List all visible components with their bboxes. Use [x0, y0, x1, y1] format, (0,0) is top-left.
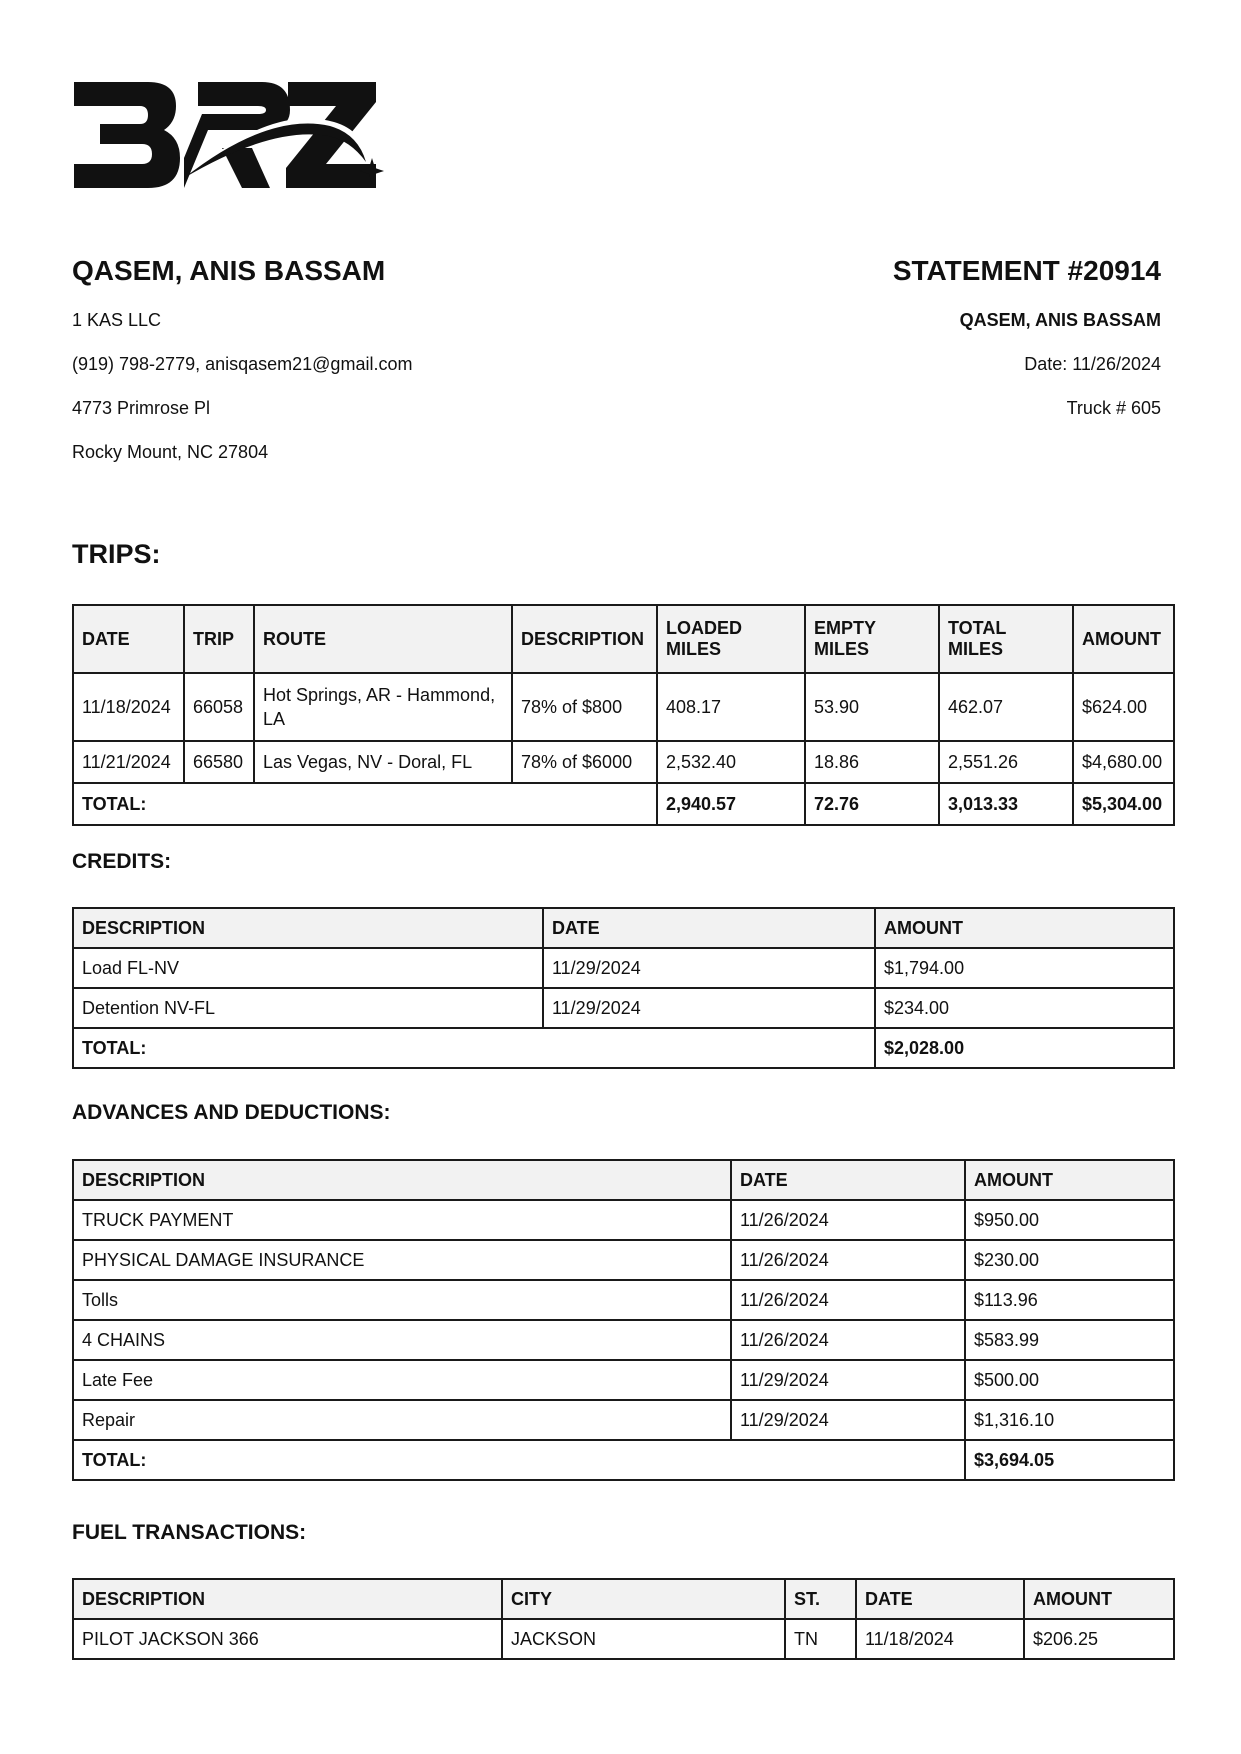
table-row [73, 1619, 1174, 1659]
deduction-description: TRUCK PAYMENT [73, 1200, 731, 1240]
trip-number: 66580 [184, 741, 254, 783]
credit-description: Detention NV-FL [73, 988, 543, 1028]
table-row [73, 1360, 1174, 1400]
col-amount: AMOUNT [1073, 605, 1174, 673]
trip-route: Hot Springs, AR - Hammond, LA [254, 673, 512, 741]
trips-total-label: TOTAL: [73, 783, 657, 825]
credit-date: 11/29/2024 [543, 948, 875, 988]
trip-date: 11/21/2024 [73, 741, 184, 783]
table-row [73, 1240, 1174, 1280]
deduction-description: Tolls [73, 1280, 731, 1320]
trip-loaded-miles: 408.17 [657, 673, 805, 741]
credits-header-row [73, 908, 1174, 948]
trips-total-row [73, 783, 1174, 825]
credit-date: 11/29/2024 [543, 988, 875, 1028]
fuel-description: PILOT JACKSON 366 [73, 1619, 502, 1659]
trip-amount: $624.00 [1073, 673, 1174, 741]
trip-number: 66058 [184, 673, 254, 741]
col-description: DESCRIPTION [73, 1579, 502, 1619]
trip-description: 78% of $800 [512, 673, 657, 741]
col-date: DATE [856, 1579, 1024, 1619]
driver-address-line2: Rocky Mount, NC 27804 [72, 442, 269, 462]
statement-title: STATEMENT #20914 [892, 255, 1161, 286]
fuel-state: TN [785, 1619, 856, 1659]
deductions-total-label: TOTAL: [73, 1440, 965, 1480]
trip-description: 78% of $6000 [512, 741, 657, 783]
col-total-miles: TOTAL MILES [939, 605, 1073, 673]
trips-heading: TRIPS: [72, 539, 161, 569]
deduction-amount: $950.00 [965, 1200, 1174, 1240]
col-amount: AMOUNT [965, 1160, 1174, 1200]
trip-total-miles: 2,551.26 [939, 741, 1073, 783]
brz-logo [72, 78, 384, 196]
col-date: DATE [73, 605, 184, 673]
col-date: DATE [543, 908, 875, 948]
trip-empty-miles: 53.90 [805, 673, 939, 741]
deduction-description: 4 CHAINS [73, 1320, 731, 1360]
deduction-description: Late Fee [73, 1360, 731, 1400]
table-row [73, 1280, 1174, 1320]
table-row [73, 1200, 1174, 1240]
fuel-city: JACKSON [502, 1619, 785, 1659]
credits-total-label: TOTAL: [73, 1028, 875, 1068]
statement-name: QASEM, ANIS BASSAM [959, 310, 1161, 330]
fuel-amount: $206.25 [1024, 1619, 1174, 1659]
deduction-date: 11/26/2024 [731, 1320, 965, 1360]
deductions-total-amount: $3,694.05 [965, 1440, 1174, 1480]
col-city: CITY [502, 1579, 785, 1619]
deductions-total-row [73, 1440, 1174, 1480]
col-loaded-miles: LOADED MILES [657, 605, 805, 673]
deduction-date: 11/26/2024 [731, 1200, 965, 1240]
credit-amount: $234.00 [875, 988, 1174, 1028]
deductions-heading: ADVANCES AND DEDUCTIONS: [72, 1101, 391, 1124]
credit-description: Load FL-NV [73, 948, 543, 988]
fuel-heading: FUEL TRANSACTIONS: [72, 1521, 307, 1544]
col-empty-miles: EMPTY MILES [805, 605, 939, 673]
table-row [73, 1320, 1174, 1360]
credits-total-row [73, 1028, 1174, 1068]
trip-loaded-miles: 2,532.40 [657, 741, 805, 783]
col-amount: AMOUNT [875, 908, 1174, 948]
statement-truck: Truck # 605 [1066, 398, 1161, 418]
statement-date: Date: 11/26/2024 [1024, 354, 1161, 374]
deduction-date: 11/29/2024 [731, 1360, 965, 1400]
table-row [73, 988, 1174, 1028]
table-row [73, 1400, 1174, 1440]
credit-amount: $1,794.00 [875, 948, 1174, 988]
trips-total-miles: 3,013.33 [939, 783, 1073, 825]
deduction-amount: $1,316.10 [965, 1400, 1174, 1440]
table-row [73, 948, 1174, 988]
driver-name: QASEM, ANIS BASSAM [72, 255, 386, 286]
driver-contact: (919) 798-2779, anisqasem21@gmail.com [72, 354, 413, 374]
deduction-description: Repair [73, 1400, 731, 1440]
col-description: DESCRIPTION [512, 605, 657, 673]
trips-table [72, 604, 1175, 826]
trip-amount: $4,680.00 [1073, 741, 1174, 783]
col-description: DESCRIPTION [73, 908, 543, 948]
table-row [73, 673, 1174, 741]
deduction-amount: $230.00 [965, 1240, 1174, 1280]
deduction-amount: $583.99 [965, 1320, 1174, 1360]
fuel-table [72, 1578, 1175, 1660]
credits-heading: CREDITS: [72, 850, 172, 873]
col-route: ROUTE [254, 605, 512, 673]
deduction-date: 11/26/2024 [731, 1280, 965, 1320]
driver-info [72, 254, 632, 474]
fuel-header-row [73, 1579, 1174, 1619]
deduction-amount: $113.96 [965, 1280, 1174, 1320]
col-date: DATE [731, 1160, 965, 1200]
deduction-date: 11/29/2024 [731, 1400, 965, 1440]
deduction-amount: $500.00 [965, 1360, 1174, 1400]
col-amount: AMOUNT [1024, 1579, 1174, 1619]
trip-date: 11/18/2024 [73, 673, 184, 741]
credits-total-amount: $2,028.00 [875, 1028, 1174, 1068]
trip-empty-miles: 18.86 [805, 741, 939, 783]
statement-info [641, 254, 1161, 430]
trip-route: Las Vegas, NV - Doral, FL [254, 741, 512, 783]
col-trip: TRIP [184, 605, 254, 673]
credits-table [72, 907, 1175, 1069]
driver-company: 1 KAS LLC [72, 310, 162, 330]
trips-total-amount: $5,304.00 [1073, 783, 1174, 825]
deductions-table [72, 1159, 1175, 1481]
trips-total-empty: 72.76 [805, 783, 939, 825]
driver-address-line1: 4773 Primrose Pl [72, 398, 211, 418]
deductions-header-row [73, 1160, 1174, 1200]
table-row [73, 741, 1174, 783]
trips-total-loaded: 2,940.57 [657, 783, 805, 825]
col-description: DESCRIPTION [73, 1160, 731, 1200]
trip-total-miles: 462.07 [939, 673, 1073, 741]
col-state: ST. [785, 1579, 856, 1619]
fuel-date: 11/18/2024 [856, 1619, 1024, 1659]
deduction-date: 11/26/2024 [731, 1240, 965, 1280]
deduction-description: PHYSICAL DAMAGE INSURANCE [73, 1240, 731, 1280]
trips-header-row [73, 605, 1174, 673]
